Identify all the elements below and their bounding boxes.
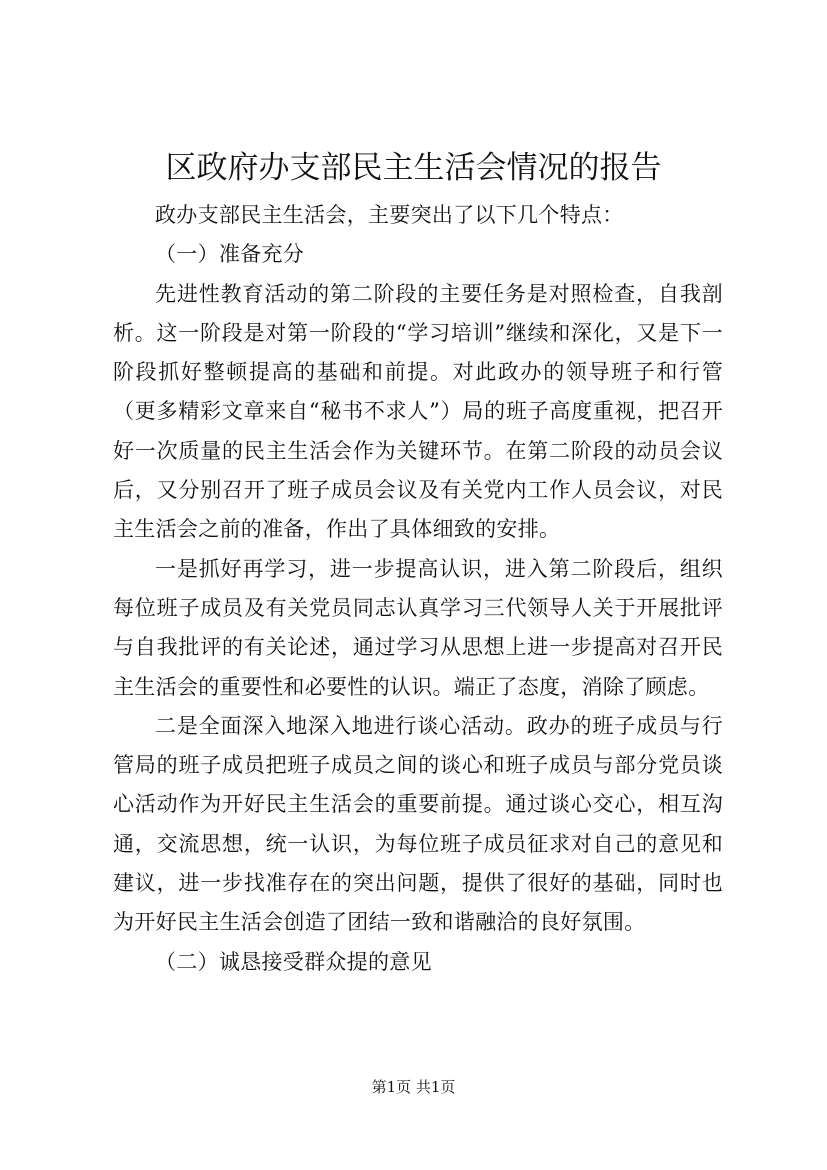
body-paragraph-3: 二是全面深入地深入地进行谈心活动。政办的班子成员与行管局的班子成员把班子成员之间的谈心和班子成员与部分党员谈心活动作为开好民主生活会的重要前提。通过谈心交心，相互沟通，交流思想，统一认识，为每位班子成员征求对自己的意见和建议，进一步找准存在的突出问题，提供了很好的基础，同时也为开好民主生活会创造了团结一致和谐融洽的良好氛围。 [113,713,723,935]
body-paragraph-2: 一是抓好再学习，进一步提高认识，进入第二阶段后，组织每位班子成员及有关党员同志认真学习三代领导人关于开展批评与自我批评的有关论述，通过学习从思想上进一步提高对召开民主生活会的重要性和必要性的认识。端正了态度，消除了顾虑。 [113,556,723,699]
body-paragraph-1: 先进性教育活动的第二阶段的主要任务是对照检查，自我剖析。这一阶段是对第一阶段的“学习培训”继续和深化，又是下一阶段抓好整顿提高的基础和前提。对此政办的领导班子和行管（更多精彩文章来自“秘书不求人”）局的班子高度重视，把召开好一次质量的民主生活会作为关键环节。在第二阶段的动员会议后，又分别召开了班子成员会议及有关党内工作人员会议，对民主生活会之前的准备，作出了具体细致的安排。 [113,281,723,542]
page-footer: 第1页 共1页 [371,1078,456,1096]
intro-paragraph: 政办支部民主生活会，主要突出了以下几个特点： [155,203,624,227]
document-body [113,196,723,982]
section-heading-1: （一）准备充分 [155,242,305,267]
document-title: 区政府办支部民主生活会情况的报告 [165,150,662,186]
section-heading-2: （二）诚恳接受群众提的意见 [155,949,432,974]
